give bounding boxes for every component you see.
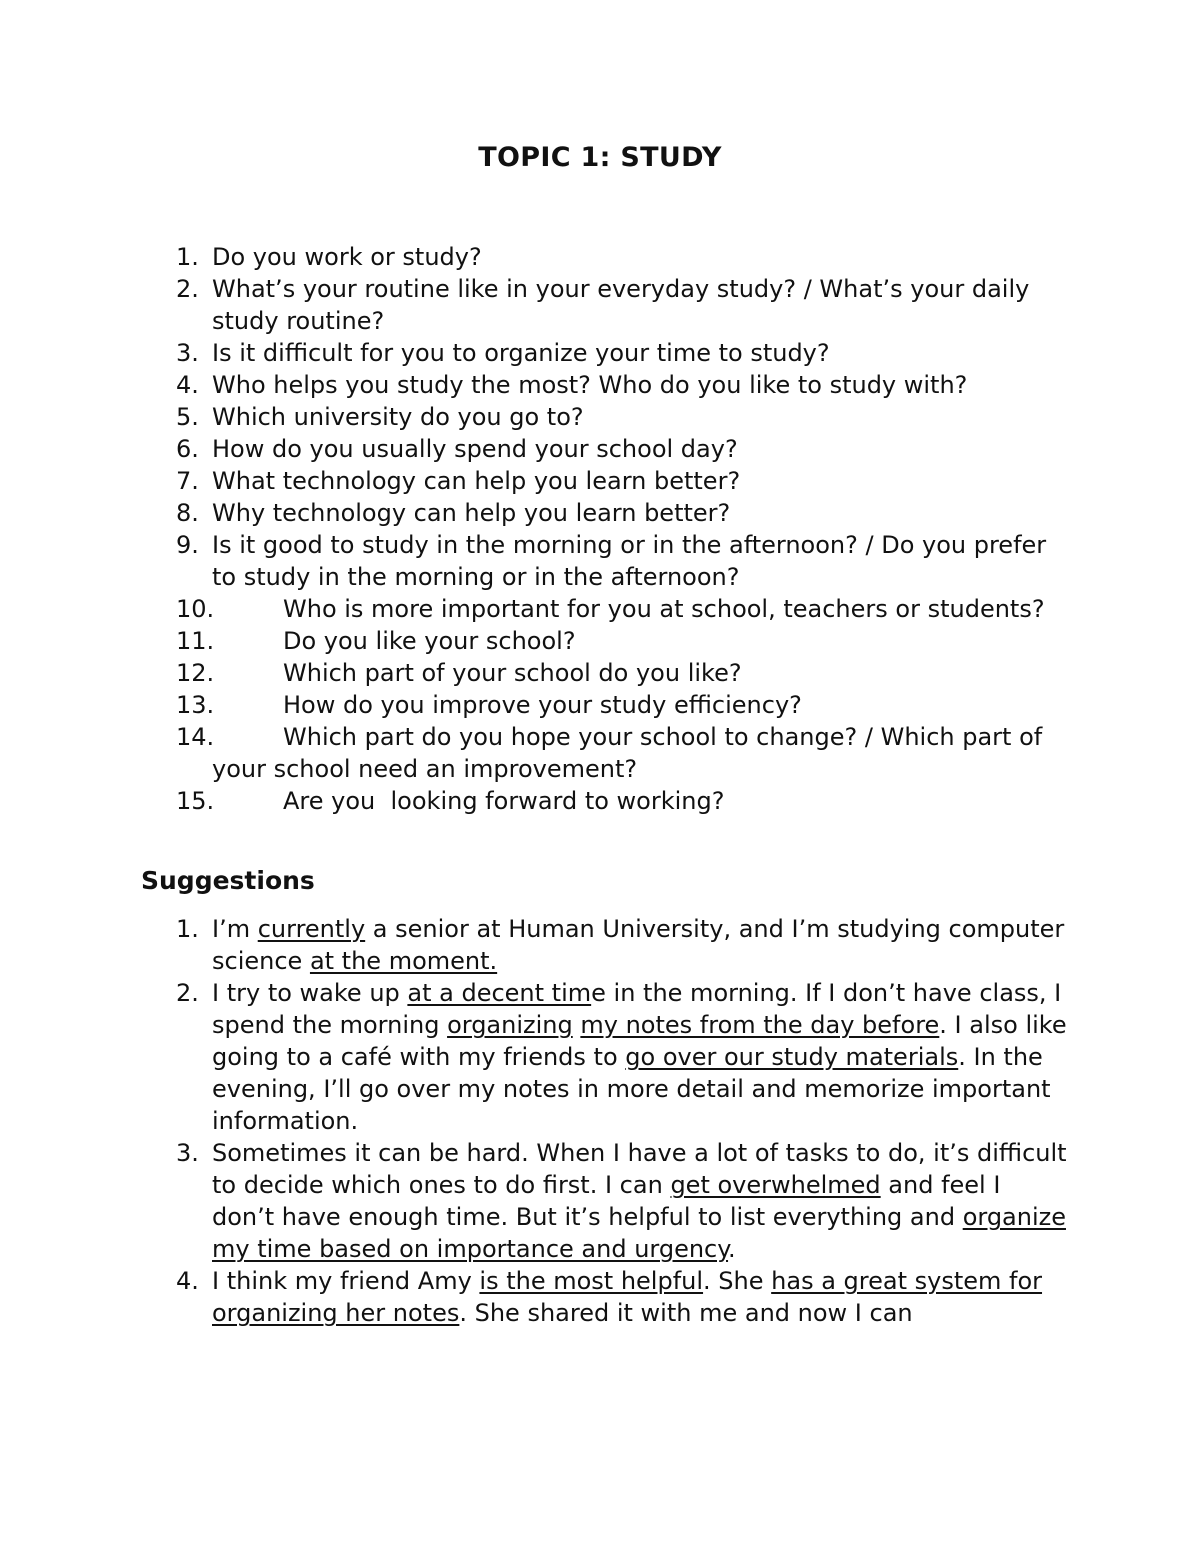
suggestion-text: and feel I don’t have enough time. But it’s helpful to list everything and [212, 1171, 1001, 1231]
suggestion-number: 1. [176, 915, 199, 943]
question-number: 12. [176, 659, 215, 687]
suggestion-text: Sometimes it can be hard. When I have a lot of tasks to do, it’s difficult to decide which ones to do first. I can [212, 1139, 1067, 1199]
suggestion-item [0, 1265, 1200, 1329]
suggestion-number: 2. [176, 979, 199, 1007]
suggestion-number: 3. [176, 1139, 199, 1167]
question-item [0, 785, 1200, 817]
underlined-phrase: at the moment. [309, 947, 498, 975]
suggestion-item [0, 977, 1200, 1137]
question-number: 15. [176, 787, 215, 815]
suggestion-text: . In the evening, I’ll go over my notes in more detail and memorize important information. [212, 1043, 1051, 1135]
question-item [0, 241, 1200, 273]
question-text: How do you improve your study efficiency? [283, 691, 802, 719]
question-text: Do you work or study? [212, 243, 482, 271]
page-title: TOPIC 1: STUDY [478, 142, 722, 173]
suggestion-text: I try to wake up [212, 979, 408, 1007]
question-item [0, 529, 1200, 593]
question-number: 7. [176, 467, 199, 495]
suggestion-text: . [728, 1235, 736, 1263]
underlined-phrase: get overwhelmed [670, 1171, 881, 1199]
suggestion-text: I’m [212, 915, 258, 943]
question-item [0, 273, 1200, 337]
question-item [0, 689, 1200, 721]
underlined-phrase: is the most helpful [479, 1267, 704, 1295]
question-number: 4. [176, 371, 199, 399]
question-text: Is it difficult for you to organize your time to study? [212, 339, 830, 367]
question-item [0, 657, 1200, 689]
question-text: Are you looking forward to working? [283, 787, 725, 815]
question-text: What technology can help you learn better? [212, 467, 741, 495]
question-item [0, 465, 1200, 497]
question-number: 8. [176, 499, 199, 527]
suggestion-text: . She shared it with me and now I can [459, 1299, 913, 1327]
suggestion-item [0, 1137, 1200, 1265]
question-item [0, 433, 1200, 465]
question-text: Which university do you go to? [212, 403, 584, 431]
question-item [0, 625, 1200, 657]
question-item [0, 401, 1200, 433]
question-number: 11. [176, 627, 215, 655]
question-text: Is it good to study in the morning or in the afternoon? / Do you prefer to study in the morning or in the afternoon? [212, 531, 1047, 591]
underlined-phrase: go over our study materials [625, 1043, 959, 1071]
suggestion-text: e in the morning. If I don’t have class, I spend the morning [212, 979, 1062, 1039]
question-item [0, 497, 1200, 529]
question-number: 5. [176, 403, 199, 431]
question-text: What’s your routine like in your everyday study? / What’s your daily study routine? [212, 275, 1030, 335]
suggestion-text: I think my friend Amy [212, 1267, 480, 1295]
question-item [0, 593, 1200, 625]
underlined-phrase: currently [257, 915, 366, 943]
question-text: Who helps you study the most? Who do you like to study with? [212, 371, 968, 399]
question-text: Which part do you hope your school to change? / Which part of your school need an improvement? [212, 723, 1043, 783]
suggestion-text: . I also like going to a café with my friends to [212, 1011, 1067, 1071]
question-text: Do you like your school? [283, 627, 576, 655]
question-text: How do you usually spend your school day? [212, 435, 738, 463]
question-item [0, 337, 1200, 369]
question-number: 14. [176, 723, 215, 751]
underlined-phrase: organize my time based on importance and urgency [212, 1203, 1066, 1263]
question-text: Why technology can help you learn better? [212, 499, 731, 527]
underlined-phrase: my notes from the day before [580, 1011, 940, 1039]
underlined-phrase: organizing [447, 1011, 573, 1039]
suggestion-item [0, 913, 1200, 977]
question-item [0, 369, 1200, 401]
question-text: Who is more important for you at school, teachers or students? [283, 595, 1045, 623]
underlined-phrase: has a great system for organizing her notes [212, 1267, 1043, 1327]
question-number: 2. [176, 275, 199, 303]
question-number: 1. [176, 243, 199, 271]
question-list [0, 241, 1200, 817]
question-number: 3. [176, 339, 199, 367]
suggestion-number: 4. [176, 1267, 199, 1295]
question-item [0, 721, 1200, 785]
question-number: 13. [176, 691, 215, 719]
question-number: 10. [176, 595, 215, 623]
suggestions-heading: Suggestions [141, 866, 315, 895]
suggestion-list [0, 913, 1200, 1329]
suggestion-text: a senior at Human University, and I’m studying computer science [212, 915, 1065, 975]
question-number: 9. [176, 531, 199, 559]
underlined-phrase: at a decent tim [407, 979, 592, 1007]
question-text: Which part of your school do you like? [283, 659, 742, 687]
question-number: 6. [176, 435, 199, 463]
suggestion-text: . She [703, 1267, 772, 1295]
